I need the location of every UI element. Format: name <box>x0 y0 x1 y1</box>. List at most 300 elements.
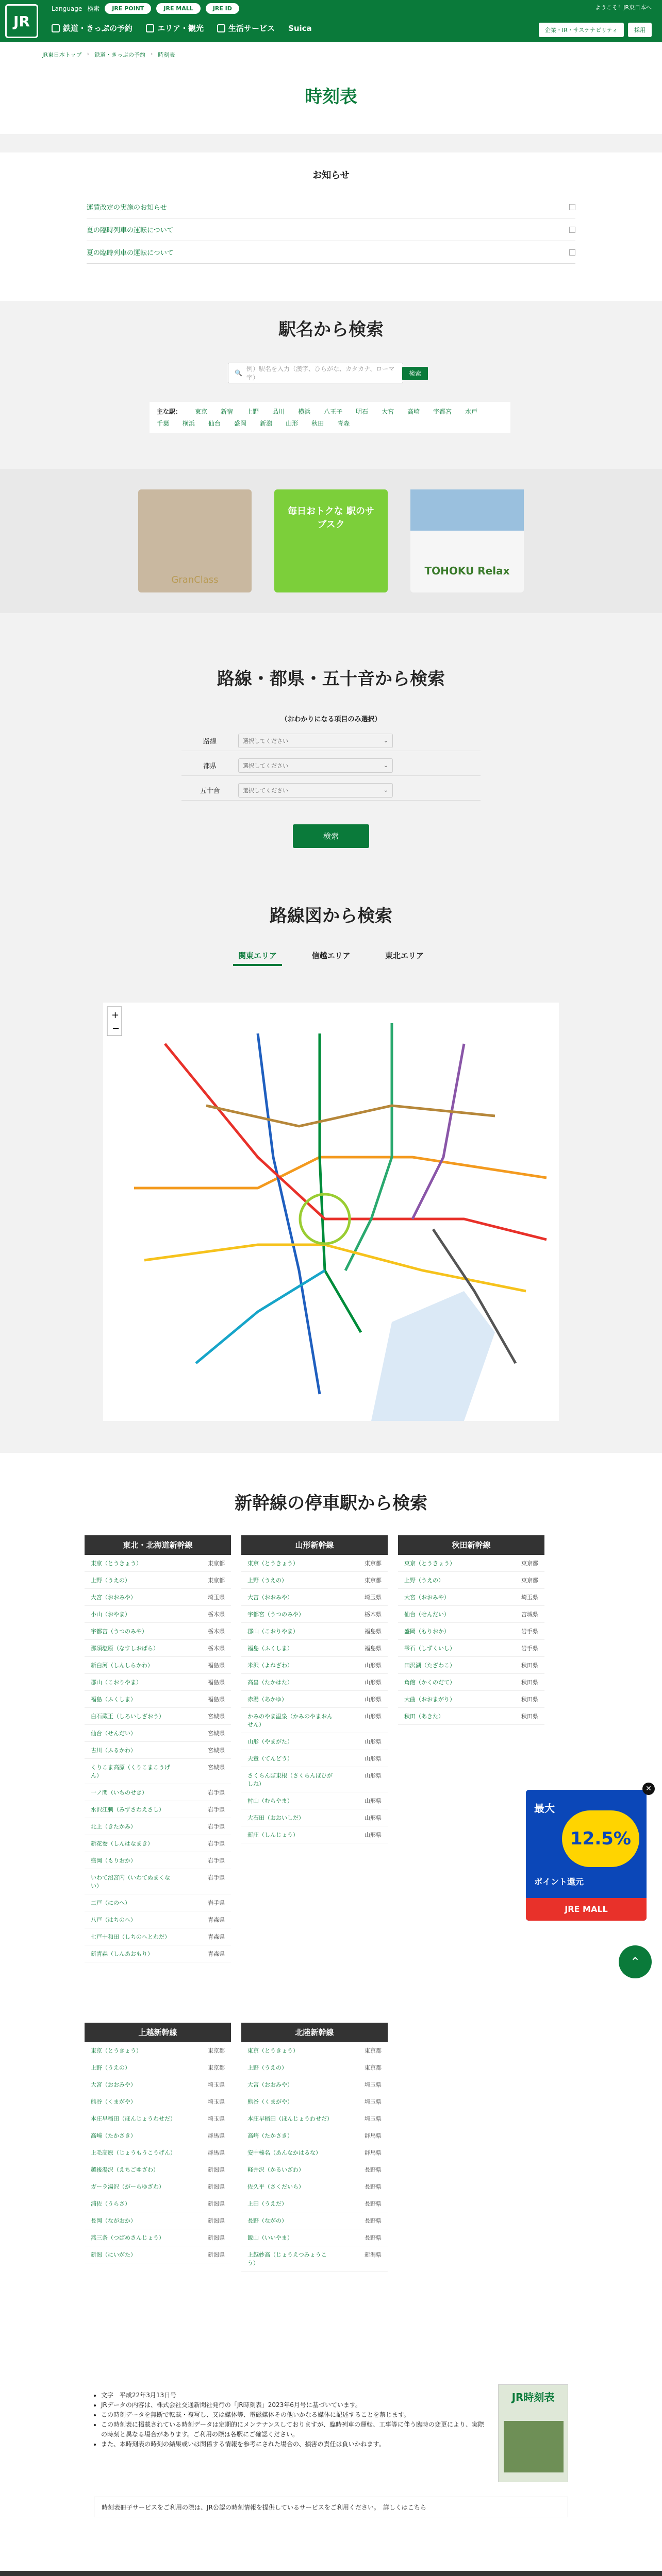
station-link[interactable]: 山形 <box>286 420 299 427</box>
shinkansen-station-row[interactable] <box>85 2195 231 2212</box>
station-name: さくらんぼ東根（さくらんぼひがしね） <box>247 1772 333 1787</box>
station-name: 高畠（たかはた） <box>247 1679 293 1686</box>
shinkansen-station-row[interactable] <box>241 1809 388 1826</box>
shinkansen-station-row[interactable] <box>398 1555 544 1572</box>
station-name: 上野（うえの） <box>247 1577 287 1584</box>
station-name: 大宮（おおみや） <box>404 1594 450 1601</box>
prefecture: 群馬県 <box>365 2132 382 2139</box>
shinkansen-station-row[interactable] <box>241 1589 388 1606</box>
shinkansen-station-row[interactable] <box>85 2110 231 2127</box>
banner-photo <box>410 489 524 531</box>
shinkansen-station-row[interactable] <box>85 1894 231 1911</box>
station-name: 大宮（おおみや） <box>247 1594 293 1601</box>
note-item: • JRデータの内容は、株式会社交通新聞社発行の「JR時刻表」2023年6月号に基づいています。 <box>101 2400 486 2410</box>
notice-item[interactable]: 運賃改定の実施のお知らせ <box>87 196 575 218</box>
banner-granclass[interactable]: GranClass <box>138 489 252 592</box>
station-name: 一ノ関（いちのせき） <box>91 1789 147 1796</box>
banner-subscription[interactable]: 毎日おトクな 駅のサブスク <box>274 489 388 592</box>
shinkansen-station-row[interactable] <box>85 2076 231 2093</box>
prefecture: 山形県 <box>365 1713 382 1720</box>
station-name: 東京（とうきょう） <box>247 1560 299 1567</box>
prefecture: 長野県 <box>365 2200 382 2207</box>
station-name: 赤湯（あかゆ） <box>247 1696 287 1703</box>
shinkansen-station-row[interactable] <box>85 1835 231 1852</box>
station-link[interactable]: 品川 <box>272 408 285 415</box>
station-link[interactable]: 八王子 <box>324 408 343 415</box>
station-link[interactable]: 高崎 <box>407 408 420 415</box>
route-search-button[interactable]: 検索 <box>293 824 369 848</box>
chevron-up-icon: ⌃ <box>630 1955 641 1969</box>
shinkansen-station-row[interactable] <box>241 2161 388 2178</box>
station-link[interactable]: 水戸 <box>465 408 478 415</box>
jr-logo[interactable]: JR <box>5 4 38 38</box>
map-tabs <box>233 947 429 966</box>
prefecture: 青森県 <box>208 1934 225 1940</box>
nav-railway[interactable]: 鉄道・きっぷの予約 <box>52 23 133 33</box>
jre-id-link[interactable]: JRE ID <box>206 3 239 14</box>
shinkansen-station-row[interactable] <box>241 1691 388 1708</box>
prefecture: 東京都 <box>208 2047 225 2054</box>
prefecture: 宮城県 <box>521 1611 538 1618</box>
shinkansen-line-heading: 上越新幹線 <box>85 2023 231 2042</box>
station-link[interactable]: 新宿 <box>221 408 234 415</box>
close-icon[interactable]: ✕ <box>642 1783 655 1795</box>
shinkansen-station-row[interactable] <box>85 2212 231 2229</box>
notice-list <box>87 196 575 264</box>
station-name: 大宮（おおみや） <box>247 2081 293 2088</box>
prefecture: 群馬県 <box>208 2132 225 2139</box>
prefecture: 栃木県 <box>208 1628 225 1635</box>
prefecture: 秋田県 <box>521 1696 538 1703</box>
prefecture: 新潟県 <box>208 2183 225 2190</box>
shinkansen-station-row[interactable] <box>241 2178 388 2195</box>
shinkansen-station-row[interactable] <box>241 1657 388 1674</box>
banner-tohoku[interactable]: TOHOKU Relax <box>410 489 524 592</box>
station-link[interactable]: 仙台 <box>208 420 221 427</box>
station-link[interactable]: 東京 <box>195 408 208 415</box>
station-name: 熊谷（くまがや） <box>247 2098 293 2105</box>
station-link[interactable]: 千葉 <box>157 420 170 427</box>
shinkansen-station-row[interactable] <box>85 2093 231 2110</box>
language-link[interactable]: Language <box>52 5 82 12</box>
shinkansen-station-row[interactable] <box>85 1911 231 1928</box>
tab-tohoku[interactable]: 東北エリア <box>385 951 424 960</box>
shinkansen-column <box>85 1535 231 1962</box>
station-name: 長岡（ながおか） <box>91 2217 136 2224</box>
nav-area[interactable]: エリア・観光 <box>146 23 204 33</box>
shinkansen-line-heading: 東北・北海道新幹線 <box>85 1535 231 1555</box>
external-link-icon <box>569 249 575 256</box>
site-footer <box>0 2571 662 2576</box>
major-stations: 主な駅： 東京 新宿 上野 品川 横浜 八王子 明石 大宮 高崎 宇都宮 水戸 千葉 横浜 仙台 盛岡 新潟 山形 秋田 青森 <box>150 402 510 433</box>
shinkansen-title: 新幹線の停車駅から検索 <box>235 1493 427 1514</box>
station-name: くりこま高原（くりこまこうげん） <box>91 1764 170 1779</box>
shinkansen-station-row[interactable] <box>398 1674 544 1691</box>
shinkansen-station-row[interactable] <box>241 2042 388 2059</box>
station-link[interactable]: 横浜 <box>183 420 195 427</box>
station-name: 福島（ふくしま） <box>91 1696 136 1703</box>
station-name: 上野（うえの） <box>247 2064 287 2071</box>
shinkansen-station-row[interactable] <box>85 1640 231 1657</box>
station-name: 新花巻（しんはなまき） <box>91 1840 153 1847</box>
station-name: 盛岡（もりおか） <box>404 1628 450 1635</box>
shinkansen-station-row[interactable] <box>85 1759 231 1784</box>
station-name: 山形（やまがた） <box>247 1738 293 1745</box>
prefecture: 新潟県 <box>208 2251 225 2258</box>
note-item: • この時刻データを無断で転載・複写し、又は媒体等、電磁媒体その他いかなる媒体に記述することを禁じます。 <box>101 2410 486 2420</box>
corporate-button[interactable]: 企業・IR・サステナビリティ <box>539 23 624 37</box>
shinkansen-station-row[interactable] <box>85 1801 231 1818</box>
station-name: 郡山（こおりやま） <box>91 1679 142 1686</box>
station-name: 米沢（よねざわ） <box>247 1662 293 1669</box>
tab-shinetsu[interactable]: 信越エリア <box>311 951 351 960</box>
prefecture: 埼玉県 <box>365 2115 382 2122</box>
shinkansen-station-row[interactable] <box>241 2246 388 2272</box>
shinkansen-station-row[interactable] <box>241 1767 388 1792</box>
shop-icon <box>217 24 225 32</box>
timetable-notes <box>94 2391 486 2449</box>
shinkansen-station-row[interactable] <box>85 1691 231 1708</box>
search-icon: 🔍 <box>235 369 242 377</box>
prefecture: 埼玉県 <box>365 1594 382 1601</box>
prefecture: 山形県 <box>365 1832 382 1838</box>
shinkansen-column <box>398 1535 544 1725</box>
prefecture: 岩手県 <box>521 1628 538 1635</box>
shinkansen-station-row[interactable] <box>241 1792 388 1809</box>
shinkansen-station-row[interactable] <box>398 1657 544 1674</box>
prefecture: 新潟県 <box>208 2166 225 2173</box>
route-search-subtitle: （おわかりになる項目のみ選択） <box>280 716 382 723</box>
chevron-down-icon: ⌄ <box>383 787 388 793</box>
shinkansen-station-row[interactable] <box>85 1869 231 1894</box>
shinkansen-station-row[interactable] <box>241 1572 388 1589</box>
station-name: 越後湯沢（えちごゆざわ） <box>91 2166 159 2173</box>
route-line-select[interactable]: 選択してください ⌄ <box>238 734 393 748</box>
nav-life[interactable]: 生活サービス <box>217 23 275 33</box>
tab-kanto[interactable]: 関東エリア <box>233 947 282 966</box>
shinkansen-station-row[interactable] <box>241 1826 388 1843</box>
route-select-row: 五十音 選択してください ⌄ <box>181 780 481 801</box>
shinkansen-station-row[interactable] <box>241 1555 388 1572</box>
station-link[interactable]: 大宮 <box>382 408 394 415</box>
shinkansen-station-row[interactable] <box>85 1623 231 1640</box>
prefecture: 宮城県 <box>208 1764 225 1771</box>
back-to-top-button[interactable] <box>619 1945 652 1978</box>
map-icon <box>146 24 154 32</box>
jre-point-link[interactable]: JRE POINT <box>105 3 151 14</box>
station-link[interactable]: 明石 <box>356 408 369 415</box>
prefecture: 埼玉県 <box>365 2098 382 2105</box>
ad-banner[interactable]: 最大 12.5% ポイント還元 JRE MALL <box>526 1790 647 1921</box>
station-name: 天童（てんどう） <box>247 1755 293 1762</box>
prefecture: 岩手県 <box>208 1840 225 1847</box>
prefecture: 山形県 <box>365 1679 382 1686</box>
station-name: いわて沼宮内（いわてぬまくない） <box>91 1874 170 1889</box>
station-link[interactable]: 盛岡 <box>234 420 247 427</box>
prefecture: 栃木県 <box>365 1611 382 1618</box>
prefecture: 岩手県 <box>208 1806 225 1813</box>
prefecture: 山形県 <box>365 1662 382 1669</box>
shinkansen-station-row[interactable] <box>85 1784 231 1801</box>
station-search-input[interactable]: 🔍 例）駅名を入力（漢字、ひらがな、カタカナ、ローマ字） <box>228 363 403 383</box>
shinkansen-station-row[interactable] <box>241 1623 388 1640</box>
prefecture: 東京都 <box>521 1560 538 1567</box>
jr-timetable-book-image[interactable]: JR時刻表 <box>498 2384 568 2482</box>
station-name: 秋田（あきた） <box>404 1713 444 1720</box>
prefecture: 長野県 <box>365 2217 382 2224</box>
station-name: 上野（うえの） <box>404 1577 444 1584</box>
station-name: 上毛高原（じょうもうこうげん） <box>91 2149 176 2156</box>
shinkansen-station-row[interactable] <box>85 1589 231 1606</box>
station-name: 仙台（せんだい） <box>91 1730 136 1737</box>
station-name: 長野（ながの） <box>247 2217 287 2224</box>
shinkansen-station-row[interactable] <box>398 1606 544 1623</box>
station-link[interactable]: 上野 <box>246 408 259 415</box>
prefecture: 福島県 <box>208 1679 225 1686</box>
note-item: • また、本時刻表の時刻の結果或いは関係する情報を参考にされた場合の、損害の責任は負いかねます。 <box>101 2439 486 2449</box>
prefecture: 東京都 <box>365 1560 382 1567</box>
shinkansen-station-row[interactable] <box>85 1928 231 1945</box>
station-name: ガーラ湯沢（がーらゆざわ） <box>91 2183 164 2190</box>
route-map[interactable] <box>103 1003 559 1421</box>
header-right-buttons <box>539 23 652 37</box>
shinkansen-station-row[interactable] <box>85 1945 231 1962</box>
shinkansen-station-row[interactable] <box>85 1555 231 1572</box>
prefecture: 群馬県 <box>365 2149 382 2156</box>
prefecture: 岩手県 <box>208 1789 225 1796</box>
shinkansen-station-row[interactable] <box>241 2093 388 2110</box>
station-name: 二戸（にのへ） <box>91 1900 130 1906</box>
station-name: 仙台（せんだい） <box>404 1611 450 1618</box>
shinkansen-station-row[interactable] <box>241 2212 388 2229</box>
prefecture: 秋田県 <box>521 1662 538 1669</box>
prefecture: 埼玉県 <box>208 2098 225 2105</box>
shinkansen-station-row[interactable] <box>85 2178 231 2195</box>
prefecture: 埼玉県 <box>208 2115 225 2122</box>
prefecture: 新潟県 <box>208 2217 225 2224</box>
shinkansen-station-row[interactable] <box>398 1640 544 1657</box>
prefecture: 東京都 <box>365 1577 382 1584</box>
prefecture: 福島県 <box>365 1645 382 1652</box>
station-name: 佐久平（さくだいら） <box>247 2183 304 2190</box>
prefecture: 東京都 <box>365 2064 382 2071</box>
shinkansen-station-row[interactable] <box>241 2195 388 2212</box>
shinkansen-station-row[interactable] <box>85 1725 231 1742</box>
route-map-title: 路線図から検索 <box>270 906 392 926</box>
shinkansen-station-row[interactable] <box>241 2110 388 2127</box>
prefecture: 福島県 <box>208 1662 225 1669</box>
shinkansen-station-row[interactable] <box>241 2059 388 2076</box>
notice-item[interactable]: 夏の臨時列車の運転について <box>87 241 575 264</box>
station-name: 上越妙高（じょうえつみょうこう） <box>247 2251 327 2266</box>
prefecture: 岩手県 <box>521 1645 538 1652</box>
notice-item[interactable]: 夏の臨時列車の運転について <box>87 218 575 241</box>
recruit-button[interactable]: 採用 <box>628 23 652 37</box>
station-name: 高崎（たかさき） <box>247 2132 293 2139</box>
timetable-service-link[interactable]: 時刻表冊子サービスをご利用の際は、JR公認の時刻情報を提供しているサービスをご利用ください。 詳しくはこちら <box>94 2497 568 2517</box>
prefecture: 青森県 <box>208 1951 225 1957</box>
external-link-icon <box>569 204 575 210</box>
note-item: • この時刻表に掲載されている時刻データは定期的にメンテナンスしておりますが、臨時列車の運転、工事等に伴う臨時の変更により、実際の時刻と異なる場合があります。ご利用の際は各駅にご確認ください。 <box>101 2420 486 2439</box>
shinkansen-station-row[interactable] <box>85 2127 231 2144</box>
shinkansen-line-heading: 秋田新幹線 <box>398 1535 544 1555</box>
station-name: 七戸十和田（しちのへとわだ） <box>91 1934 170 1940</box>
nav-suica[interactable]: Suica <box>288 23 312 33</box>
station-name: 東京（とうきょう） <box>404 1560 455 1567</box>
route-select-row: 都県 選択してください ⌄ <box>181 755 481 776</box>
breadcrumb: JR東日本トップ › 鉄道・きっぷの予約 › 時刻表 <box>42 50 175 58</box>
station-name: 村山（むらやま） <box>247 1798 293 1804</box>
route-kana-select[interactable]: 選択してください ⌄ <box>238 783 393 798</box>
station-name: 宇都宮（うつのみや） <box>91 1628 147 1635</box>
station-name: かみのやま温泉（かみのやまおんせん） <box>247 1713 333 1728</box>
station-name: 古川（ふるかわ） <box>91 1747 136 1754</box>
station-name: 八戸（はちのへ） <box>91 1917 136 1923</box>
prefecture: 岩手県 <box>208 1900 225 1906</box>
svg-text:−: − <box>112 1023 120 1034</box>
prefecture: 埼玉県 <box>521 1594 538 1601</box>
train-photo <box>504 2421 564 2472</box>
route-map-graphic[interactable] <box>103 1003 559 1421</box>
prefecture: 山形県 <box>365 1738 382 1745</box>
shinkansen-station-row[interactable] <box>241 2229 388 2246</box>
prefecture: 宮城県 <box>208 1747 225 1754</box>
shinkansen-station-row[interactable] <box>85 1674 231 1691</box>
station-name: 軽井沢（かるいざわ） <box>247 2166 304 2173</box>
breadcrumb-current: 時刻表 <box>158 52 175 58</box>
shinkansen-station-row[interactable] <box>85 2246 231 2263</box>
shinkansen-station-row[interactable] <box>398 1589 544 1606</box>
prefecture: 山形県 <box>365 1755 382 1762</box>
shinkansen-station-row[interactable] <box>85 2042 231 2059</box>
shinkansen-column <box>241 2023 388 2272</box>
search-link[interactable]: 検索 <box>87 5 100 12</box>
shinkansen-station-row[interactable] <box>85 1818 231 1835</box>
station-link[interactable]: 宇都宮 <box>433 408 452 415</box>
prefecture: 山形県 <box>365 1696 382 1703</box>
station-link[interactable]: 横浜 <box>298 408 311 415</box>
site-header <box>0 0 662 42</box>
shinkansen-station-row[interactable] <box>241 1750 388 1767</box>
shinkansen-station-row[interactable] <box>85 1852 231 1869</box>
breadcrumb-home[interactable]: JR東日本トップ <box>42 52 82 58</box>
prefecture: 東京都 <box>365 2047 382 2054</box>
shinkansen-line-heading: 山形新幹線 <box>241 1535 388 1555</box>
train-icon <box>52 24 60 32</box>
shinkansen-station-row[interactable] <box>85 2059 231 2076</box>
shinkansen-station-row[interactable] <box>241 1674 388 1691</box>
station-search-title: 駅名から検索 <box>278 319 384 340</box>
page-title: 時刻表 <box>305 87 357 107</box>
shinkansen-station-row[interactable] <box>241 1733 388 1750</box>
shinkansen-station-row[interactable] <box>241 2144 388 2161</box>
station-name: 上野（うえの） <box>91 1577 130 1584</box>
shinkansen-column <box>85 2023 231 2263</box>
prefecture: 福島県 <box>208 1696 225 1703</box>
route-select-row: 路線 選択してください ⌄ <box>181 731 481 751</box>
shinkansen-station-row[interactable] <box>241 1606 388 1623</box>
shinkansen-station-row[interactable] <box>85 1606 231 1623</box>
station-search-button[interactable]: 検索 <box>402 367 428 380</box>
shinkansen-station-row[interactable] <box>398 1691 544 1708</box>
header-utility <box>52 3 239 14</box>
station-name: 盛岡（もりおか） <box>91 1857 136 1864</box>
station-name: 北上（きたかみ） <box>91 1823 136 1830</box>
prefecture: 岩手県 <box>208 1874 225 1881</box>
station-name: 福島（ふくしま） <box>247 1645 293 1652</box>
station-name: 新庄（しんじょう） <box>247 1832 299 1838</box>
shinkansen-station-row[interactable] <box>85 1708 231 1725</box>
prefecture: 岩手県 <box>208 1857 225 1864</box>
shinkansen-station-row[interactable] <box>241 2127 388 2144</box>
station-name: 燕三条（つばめさんじょう） <box>91 2234 164 2241</box>
station-link[interactable]: 秋田 <box>311 420 324 427</box>
shinkansen-station-row[interactable] <box>85 1657 231 1674</box>
prefecture: 新潟県 <box>208 2234 225 2241</box>
station-name: 本庄早稲田（ほんじょうわせだ） <box>91 2115 176 2122</box>
shinkansen-station-row[interactable] <box>398 1572 544 1589</box>
prefecture: 埼玉県 <box>208 2081 225 2088</box>
prefecture: 青森県 <box>208 1917 225 1923</box>
shinkansen-station-row[interactable] <box>241 1708 388 1733</box>
jre-mall-link[interactable]: JRE MALL <box>156 3 200 14</box>
shinkansen-station-row[interactable] <box>398 1623 544 1640</box>
station-name: 飯山（いいやま） <box>247 2234 293 2241</box>
prefecture: 長野県 <box>365 2183 382 2190</box>
station-name: 本庄早稲田（ほんじょうわせだ） <box>247 2115 333 2122</box>
shinkansen-column <box>241 1535 388 1843</box>
welcome-text: ようこそ！JR東日本へ <box>595 4 652 11</box>
shinkansen-station-row[interactable] <box>241 1640 388 1657</box>
station-name: 大宮（おおみや） <box>91 1594 136 1601</box>
note-item: • 文字 平成22年3月13日号 <box>101 2391 486 2400</box>
shinkansen-station-row[interactable] <box>85 1572 231 1589</box>
chevron-down-icon: ⌄ <box>383 737 388 744</box>
prefecture: 山形県 <box>365 1798 382 1804</box>
station-name: 熊谷（くまがや） <box>91 2098 136 2105</box>
prefecture: 東京都 <box>208 1560 225 1567</box>
prefecture: 栃木県 <box>208 1645 225 1652</box>
station-name: 那須塩原（なすしおばら） <box>91 1645 159 1652</box>
prefecture: 東京都 <box>208 2064 225 2071</box>
shinkansen-station-row[interactable] <box>85 2144 231 2161</box>
prefecture: 宮城県 <box>208 1713 225 1720</box>
station-link[interactable]: 青森 <box>337 420 350 427</box>
route-prefecture-select[interactable]: 選択してください ⌄ <box>238 758 393 773</box>
station-name: 大宮（おおみや） <box>91 2081 136 2088</box>
station-name: 安中榛名（あんなかはるな） <box>247 2149 321 2156</box>
station-name: 新白河（しんしらかわ） <box>91 1662 153 1669</box>
shinkansen-station-row[interactable] <box>398 1708 544 1725</box>
shinkansen-station-row[interactable] <box>241 2076 388 2093</box>
prefecture: 山形県 <box>365 1772 382 1779</box>
station-name: 宇都宮（うつのみや） <box>247 1611 304 1618</box>
svg-text:+: + <box>111 1010 120 1021</box>
station-name: 上田（うえだ） <box>247 2200 287 2207</box>
station-name: 大曲（おおまがり） <box>404 1696 455 1703</box>
station-name: 東京（とうきょう） <box>91 1560 142 1567</box>
shinkansen-station-row[interactable] <box>85 1742 231 1759</box>
station-link[interactable]: 新潟 <box>260 420 273 427</box>
shinkansen-station-row[interactable] <box>85 2161 231 2178</box>
station-name: 高崎（たかさき） <box>91 2132 136 2139</box>
shinkansen-station-row[interactable] <box>85 2229 231 2246</box>
breadcrumb-railway[interactable]: 鉄道・きっぷの予約 <box>94 52 145 58</box>
main-nav <box>52 23 312 33</box>
station-name: 田沢湖（たざわこ） <box>404 1662 455 1669</box>
prefecture: 秋田県 <box>521 1713 538 1720</box>
prefecture: 東京都 <box>208 1577 225 1584</box>
